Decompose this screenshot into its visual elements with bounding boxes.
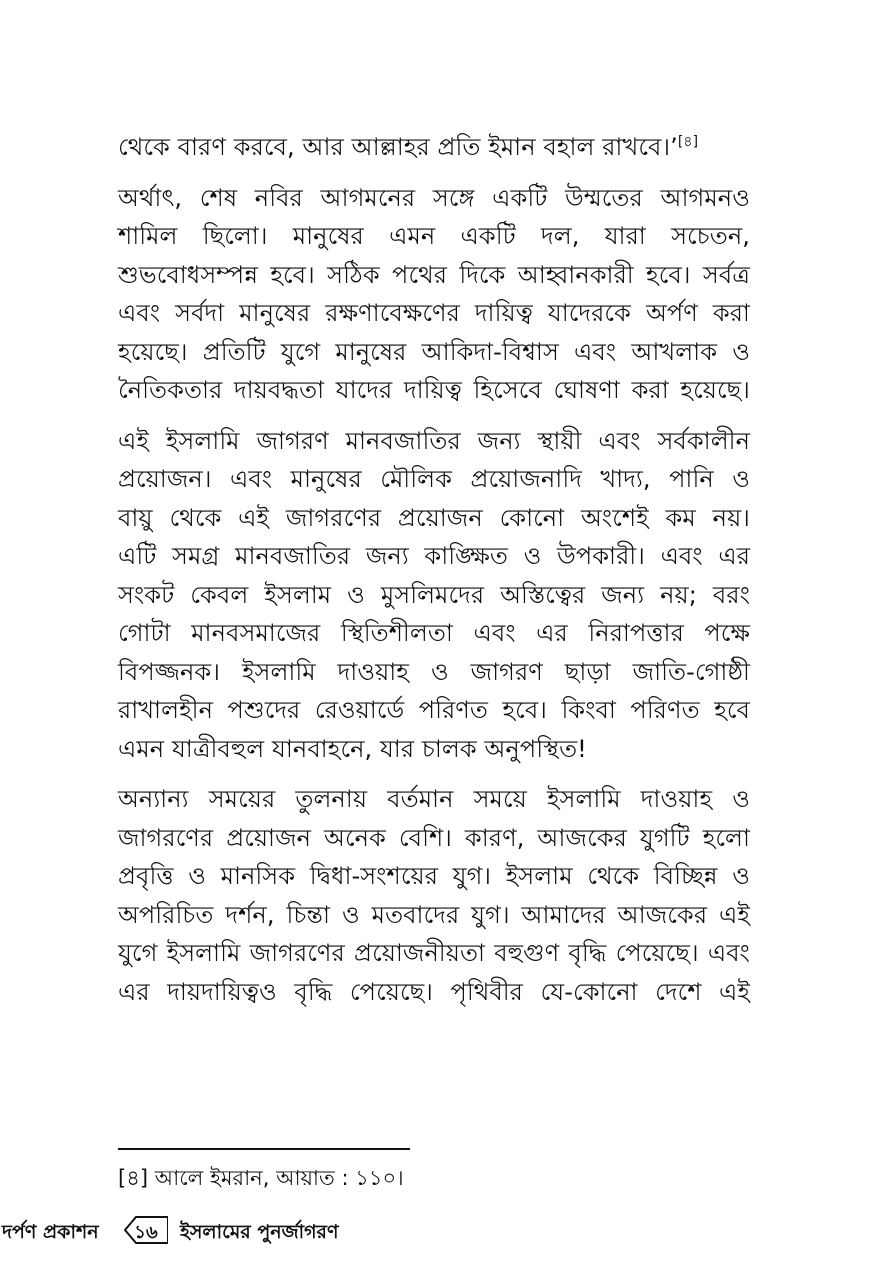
text-line: এবং সর্বদা মানুষের রক্ষণাবেক্ষণের দায়িত্ব যাদেরকে অর্পণ করা: [118, 299, 750, 327]
text-line: সংকট কেবল ইসলাম ও মুসলিমদের অস্তিত্বের জন্য নয়; বরং: [118, 580, 750, 609]
text-line: প্রবৃত্তি ও মানসিক দ্বিধা-সংশয়ের যুগ। ইসলাম থেকে বিচ্ছিন্ন ও: [118, 862, 750, 890]
publisher-name: দর্পণ প্রকাশন: [2, 1221, 99, 1243]
page-footer: [0, 1216, 400, 1246]
paragraph-2: [118, 179, 750, 410]
text-line: বিপজ্জনক। ইসলামি দাওয়াহ ও জাগরণ ছাড়া জাতি-গোষ্ঠী: [118, 657, 750, 686]
paragraph-4: [118, 780, 750, 1011]
paragraph-1: [118, 128, 750, 167]
text-line: এর দায়দায়িত্বও বৃদ্ধি পেয়েছে। পৃথিবীর যে-কোনো দেশে এই: [118, 977, 750, 1006]
text-line: এই ইসলামি জাগরণ মানবজাতির জন্য স্থায়ী এবং সর্বকালীন: [118, 426, 750, 455]
text-line: হয়েছে। প্রতিটি যুগে মানুষের আকিদা-বিশ্বাস এবং আখলাক ও: [118, 337, 750, 366]
text-line: বায়ু থেকে এই জাগরণের প্রয়োজন কোনো অংশেই কম নয়।: [118, 503, 750, 532]
paragraph-3: [118, 422, 750, 769]
text-line: জাগরণের প্রয়োজন অনেক বেশি। কারণ, আজকের যুগটি হলো: [118, 823, 750, 852]
page-body: [118, 128, 750, 1023]
footnote-marker: [৪]: [118, 1166, 149, 1190]
text-line: রাখালহীন পশুদের রেওয়ার্ডে পরিণত হবে। কিংবা পরিণত হবে: [118, 696, 750, 724]
text-line: প্রয়োজন। এবং মানুষের মৌলিক প্রয়োজনাদি খাদ্য, পানি ও: [118, 465, 750, 493]
text-line: শামিল ছিলো। মানুষের এমন একটি দল, যারা সচেতন,: [118, 222, 750, 250]
page-number: ১৬: [134, 1222, 158, 1243]
footnote: [118, 1162, 404, 1197]
text-line: গোটা মানবসমাজের স্থিতিশীলতা এবং এর নিরাপত্তার পক্ষে: [118, 619, 750, 647]
text-line: অপরিচিত দর্শন, চিন্তা ও মতবাদের যুগ। আমাদের আজকের এই: [118, 900, 750, 929]
text-line: অর্থাৎ, শেষ নবির আগমনের সঙ্গে একটি উম্মতের আগমনও: [118, 183, 750, 212]
book-title: ইসলামের পুনর্জাগরণ: [180, 1221, 339, 1243]
text-line: শুভবোধসম্পন্ন হবে। সঠিক পথের দিকে আহ্বানকারী হবে। সর্বত্র: [118, 260, 750, 289]
footnote-reference[interactable]: [৪]: [677, 134, 699, 150]
paragraph-text: থেকে বারণ করবে, আর আল্লাহর প্রতি ইমান বহাল রাখবে।’: [118, 133, 678, 161]
text-line: এমন যাত্রীবহুল যানবাহনে, যার চালক অনুপস্থিত!: [118, 734, 587, 763]
page-number-badge: [124, 1216, 168, 1244]
footnote-divider: [118, 1148, 410, 1150]
footnote-text: আলে ইমরান, আয়াত : ১১০।: [154, 1166, 404, 1190]
text-line: যুগে ইসলামি জাগরণের প্রয়োজনীয়তা বহুগুণ বৃদ্ধি পেয়েছে। এবং: [118, 939, 750, 967]
text-line: অন্যান্য সময়ের তুলনায় বর্তমান সময়ে ইসলামি দাওয়াহ ও: [118, 785, 750, 813]
text-line: নৈতিকতার দায়বদ্ধতা যাদের দায়িত্ব হিসেবে ঘোষণা করা হয়েছে।: [118, 376, 750, 404]
text-line: এটি সমগ্র মানবজাতির জন্য কাঙ্ক্ষিত ও উপকারী। এবং এর: [118, 542, 750, 570]
